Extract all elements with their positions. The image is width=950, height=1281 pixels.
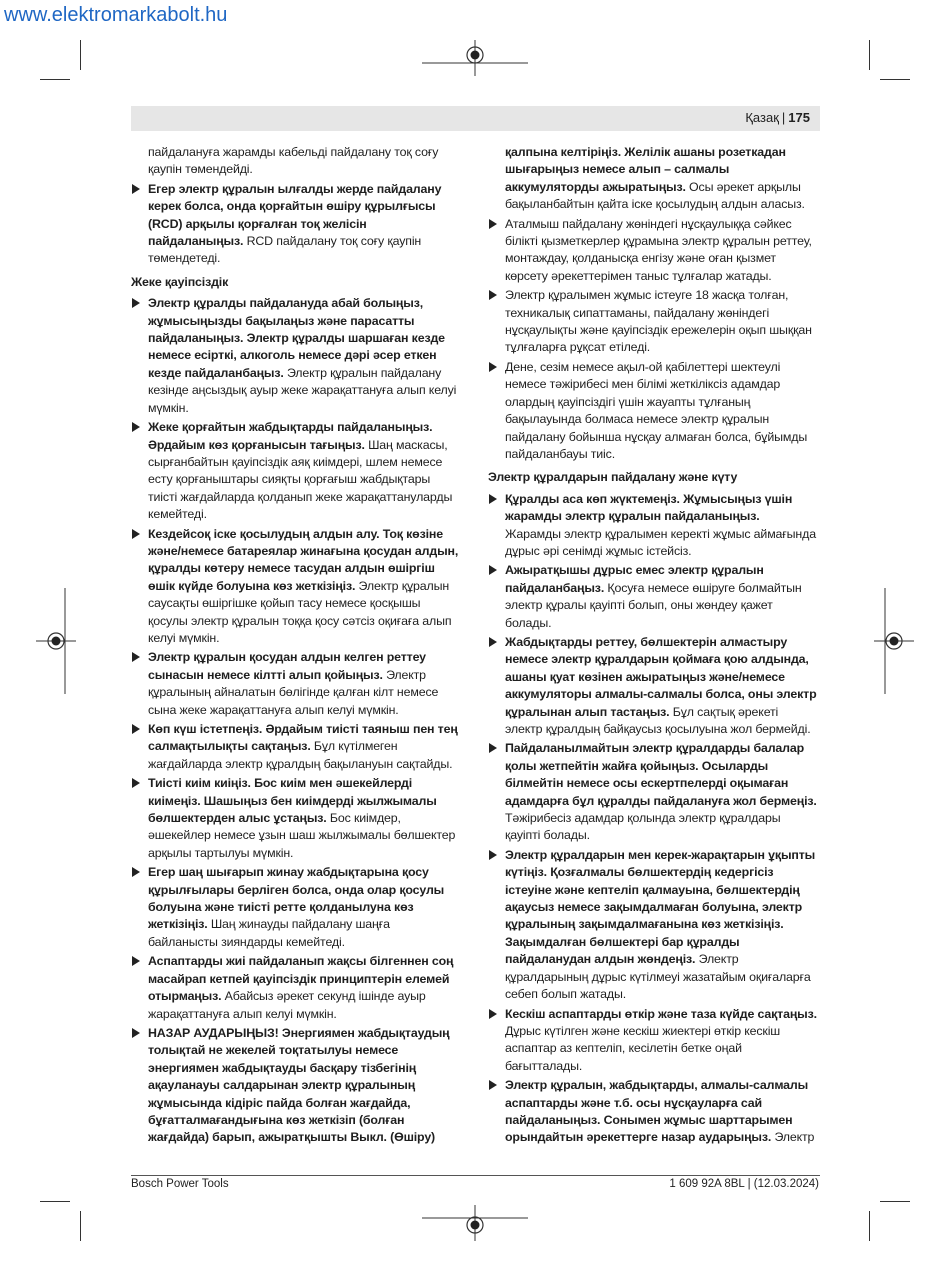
- list-item: [488, 216, 818, 286]
- item-text: Дене, сезім немесе ақыл-ой қабілеттері шектеулі немесе тәжірибесі мен білімі жеткіліксіз адамдар олардың қауіпсіздігі үшін жауапты тұлғаның бақылауында болмаса немесе электр құралын пайдалану бойынша нұсқау алмаған болса, бұйымды пайдаланбауы тиіс.: [505, 359, 808, 461]
- crop-mark: [40, 1201, 70, 1202]
- item-text: RCD пайдалану тоқ соғу қаупін төмендетеді.: [148, 234, 422, 266]
- item-text: Электр құралының айналатын бөлігінде қалған кілт немесе сына жеке жарақаттануға алып келуі мүмкін.: [148, 667, 439, 717]
- list-item: [131, 864, 461, 951]
- list-item: [131, 181, 461, 268]
- item-text: Шаң маскасы, сырғанбайтын қауіпсіздік аяқ киімдері, шлем немесе есту қорғаныштары сияқты қорғағыш жабдықтары тиісті жағдайларда қолданып жеке жарақаттануларды кемейтеді.: [148, 437, 453, 522]
- item-text: Дұрыс күтілген және кескіш жиектері өткір кескіш аспаптар аз кептеліп, кесілетін бетке оңай бағытталады.: [505, 1023, 781, 1073]
- crop-mark: [869, 1211, 870, 1241]
- bullet-triangle-icon: [132, 778, 140, 788]
- page-number: 175: [788, 110, 810, 125]
- item-bold-text: Кездейсоқ іске қосылудың алдын алу. Тоқ көзіне және/немесе батареялар жинағына қосудан алдын, құралды көтеру немесе тасудан алдын өшіргіш өшік күйде болуына көз жеткізіңіз.: [148, 526, 459, 593]
- item-bold-text: Электр құралдарын мен керек-жарақтарын ұқыпты күтіңіз. Қозғалмалы бөлшектердің кедергісіз істеуіне және кептеліп қалмауына, бөлшектердің ақаусыз немесе зақымдалмаған болуына, электр құралының зақымдалмағанына көз жеткізіңіз. Зақымдалған бөлшектері бар құралды пайдаланудан алдын жөндеңіз.: [505, 847, 816, 967]
- list-item: [131, 526, 461, 648]
- page-header: [131, 106, 820, 131]
- continued-paragraph: [488, 144, 818, 214]
- item-bold-text: Жеке қорғайтын жабдықтарды пайдаланыңыз. Әрдайым көз қорғанысын тағыңыз.: [148, 420, 433, 452]
- item-bold-text: Электр құралды пайдалануда абай болыңыз, жұмысыңызды бақылаңыз және парасатты пайдаланыңыз. Электр құралды шаршаған кезде немесе есірткі, алкоголь немесе дәрі әсер еткен кезде пайдаланбаңыз.: [148, 296, 445, 380]
- bullet-triangle-icon: [132, 956, 140, 966]
- list-item: [131, 649, 461, 719]
- bullet-triangle-icon: [132, 1028, 140, 1038]
- bullet-triangle-icon: [132, 184, 140, 194]
- footer-doc-id: 1 609 92A 8BL | (12.03.2024): [669, 1178, 819, 1190]
- item-text: Бос киімдер, әшекейлер немесе ұзын шаш жылжымалы бөлшектер арқылы тартылуы мүмкін.: [148, 811, 456, 860]
- bullet-triangle-icon: [489, 565, 497, 575]
- item-text: Бұл сақтық әрекеті электр құралдың байқаусыз қосылуына жол бермейді.: [505, 704, 811, 736]
- list-item: [488, 491, 818, 561]
- item-text: Аталмыш пайдалану жөніндегі нұсқаулыққа сәйкес білікті қызметкерлер құрамына электр құралын реттеу, монтаждау, қолданысқа енгізу және оған қызмет көрсету әрекеттерімен таныс тұлғалар жатады.: [505, 216, 812, 283]
- item-bold-text: Пайдаланылмайтын электр құралдарды балалар қолы жетпейтін жайға қойыңыз. Осыларды білмейтін немесе осы ескертпелерді оқымаған адамдарға бұл құралды пайдалануға жол бермеңіз.: [505, 741, 817, 808]
- list-item: [131, 775, 461, 862]
- item-bold-text: Егер электр құралын ылғалды жерде пайдалану керек болса, онда қорғайтын өшіру құрылғысы (RCD) арқылы қорғалған тоқ желісін пайдаланыңыз.: [148, 181, 442, 249]
- left-column: [131, 144, 461, 1149]
- registration-mark-icon: [422, 1205, 528, 1241]
- section-heading: Жеке қауіпсіздік: [131, 274, 229, 289]
- bullet-triangle-icon: [132, 867, 140, 877]
- bullet-triangle-icon: [489, 850, 497, 860]
- item-bold-text: Көп күш істетпеңіз. Әрдайым тиісті таяныш пен тең салмақтылықты сақтаңыз.: [148, 722, 458, 754]
- bullet-triangle-icon: [132, 298, 140, 308]
- list-item: [131, 419, 461, 523]
- crop-mark: [880, 1201, 910, 1202]
- list-item: [488, 562, 818, 632]
- item-text: Қосуға немесе өшіруге болмайтын электр құралы қауіпті болып, оны жөндеу қажет болады.: [505, 580, 802, 630]
- bullet-triangle-icon: [489, 1080, 497, 1090]
- item-text: Абайсыз әрекет секунд ішінде ауыр жарақаттануға алып келуі мүмкін.: [148, 989, 426, 1021]
- bullet-triangle-icon: [489, 494, 497, 504]
- header-text: Қазақ | 175: [745, 110, 810, 125]
- crop-mark: [80, 40, 81, 70]
- item-bold-text: Электр құралын, жабдықтарды, алмалы-салмалы аспаптарды және т.б. осы нұсқауларға сай пайдаланыңыз. Сонымен жұмыс шарттарымен орындайтын әрекеттерге назар аударыңыз.: [505, 1078, 809, 1145]
- watermark-url[interactable]: www.elektromarkabolt.hu: [4, 4, 228, 26]
- list-item: [131, 953, 461, 1023]
- item-bold-text: Жабдықтарды реттеу, бөлшектерін алмастыру немесе электр құралдарын қоймаға қою алдында, ашаны қуат көзінен ажыратыңыз және/немесе аккумуляторы алмалы-салмалы болса, оны электр құралынан алып тастаңыз.: [505, 634, 817, 719]
- item-text: Жарамды электр құралымен керекті жұмыс аймағында дұрыс әрі сенімді жұмыс істейсіз.: [505, 526, 816, 558]
- list-item: [488, 847, 818, 1004]
- registration-mark-icon: [36, 588, 76, 694]
- item-bold-text: НАЗАР АУДАРЫҢЫЗ! Энергиямен жабдықтаудың толықтай не жекелей тоқтатылуы немесе энергиямен жабдықтауды басқару тізбегінің ақауланауы салдарынан электр құралының жұмысында кідіріс пайда болған жағдайда, бұғатталмағандығына көз жеткізіп (болған жағдайда) барып, ажыратқышты Выкл. (Өшіру): [148, 1025, 450, 1145]
- bullet-triangle-icon: [132, 529, 140, 539]
- item-text: Осы әрекет арқылы бақыланбайтын қайта іске қосылудың алдын аласыз.: [505, 179, 805, 212]
- bullet-triangle-icon: [132, 652, 140, 662]
- right-column: [488, 144, 818, 1149]
- header-language: Қазақ: [745, 110, 779, 125]
- item-bold-text: қалпына келтіріңіз. Желілік ашаны розеткадан шығарыңыз немесе алып – салмалы аккумуляторды ажыратыңыз.: [505, 145, 786, 194]
- list-item: [488, 1006, 818, 1076]
- bullet-triangle-icon: [489, 743, 497, 753]
- list-item: [488, 634, 818, 738]
- item-text: Электр: [771, 1130, 815, 1145]
- crop-mark: [40, 79, 70, 80]
- registration-mark-icon: [874, 588, 914, 694]
- crop-mark: [880, 79, 910, 80]
- footer-brand: Bosch Power Tools: [131, 1178, 229, 1190]
- item-bold-text: Егер шаң шығарып жинау жабдықтарына қосу құрылғылары берлiген болса, онда олар қосулы болуына және тиісті ретте қолданылуна көз жеткізіңіз.: [148, 865, 445, 932]
- continued-paragraph: пайдалануға жарамды кабельді пайдалану тоқ соғу қаупін төмендейді.: [148, 145, 439, 177]
- section-heading: Электр құралдарын пайдалану және күту: [488, 470, 738, 485]
- item-text: Электр құралымен жұмыс істеуге 18 жасқа толған, техникалық сипаттаманы, пайдалану жөніндегі нұсқаулықты және қауіпсіздік ережелерін оқып шыққан тұлғаларға рұқсат етіледі.: [505, 288, 812, 355]
- bullet-triangle-icon: [132, 724, 140, 734]
- bullet-triangle-icon: [489, 362, 497, 372]
- item-text: Электр құралын пайдалану кезінде аңсыздық ауыр жеке жарақаттануға алып келуі мүмкін.: [148, 365, 457, 415]
- list-item: [131, 295, 461, 417]
- list-item: [488, 287, 818, 357]
- item-bold-text: Электр құралын қосудан алдын келген реттеу сынасын немесе кілтті алып қойыңыз.: [148, 650, 426, 682]
- list-item: [488, 740, 818, 844]
- list-item: [131, 721, 461, 773]
- bullet-triangle-icon: [489, 637, 497, 647]
- list-item: [131, 1025, 461, 1147]
- list-item: [488, 1077, 818, 1147]
- item-text: Тәжірибесіз адамдар қолында электр құралдары қауіпті болады.: [505, 811, 781, 843]
- crop-mark: [80, 1211, 81, 1241]
- item-bold-text: Кескіш аспаптарды өткір және таза күйде сақтаңыз.: [505, 1006, 817, 1021]
- bullet-triangle-icon: [489, 219, 497, 229]
- item-bold-text: Құралды аса көп жүктемеңіз. Жұмысыңыз үшін жарамды электр құралын пайдаланыңыз.: [505, 491, 793, 524]
- list-item: [488, 359, 818, 463]
- item-bold-text: Аспаптарды жиі пайдаланып жақсы білгеннен соң масайрап кетпей қауіпсіздік принциптерін елемей отырмаңыз.: [148, 954, 454, 1004]
- item-text: Бұл күтілмеген жағдайларда электр құралдың бақылануын сақтайды.: [148, 739, 453, 771]
- bullet-triangle-icon: [489, 290, 497, 300]
- bullet-triangle-icon: [132, 422, 140, 432]
- item-bold-text: Ажыратқышы дұрыс емес электр құралын пайдаланбаңыз.: [505, 563, 764, 595]
- item-bold-text: Тиісті киім киіңіз. Бос киім мен әшекейлерді киімеңіз. Шашыңыз бен киімдерді жылжымалы бөлшектерден алыс ұстаңыз.: [148, 776, 437, 826]
- bullet-triangle-icon: [489, 1009, 497, 1019]
- item-text: Шаң жинауды пайдалану шаңға байланысты зияндарды кемейтеді.: [148, 917, 390, 949]
- registration-mark-icon: [422, 40, 528, 76]
- footer-divider: [131, 1175, 820, 1176]
- item-text: Электр құралдарының дұрыс күтілмеуі жазатайым оқиғаларға себеп болып жатады.: [505, 952, 811, 1002]
- crop-mark: [869, 40, 870, 70]
- item-text: Электр құралын саусақты өшіргішке қойып тасу немесе қосқышы қосулы электр құралын тоққа қосу сәтсіз оқиғаға алып келуі мүмкін.: [148, 578, 452, 645]
